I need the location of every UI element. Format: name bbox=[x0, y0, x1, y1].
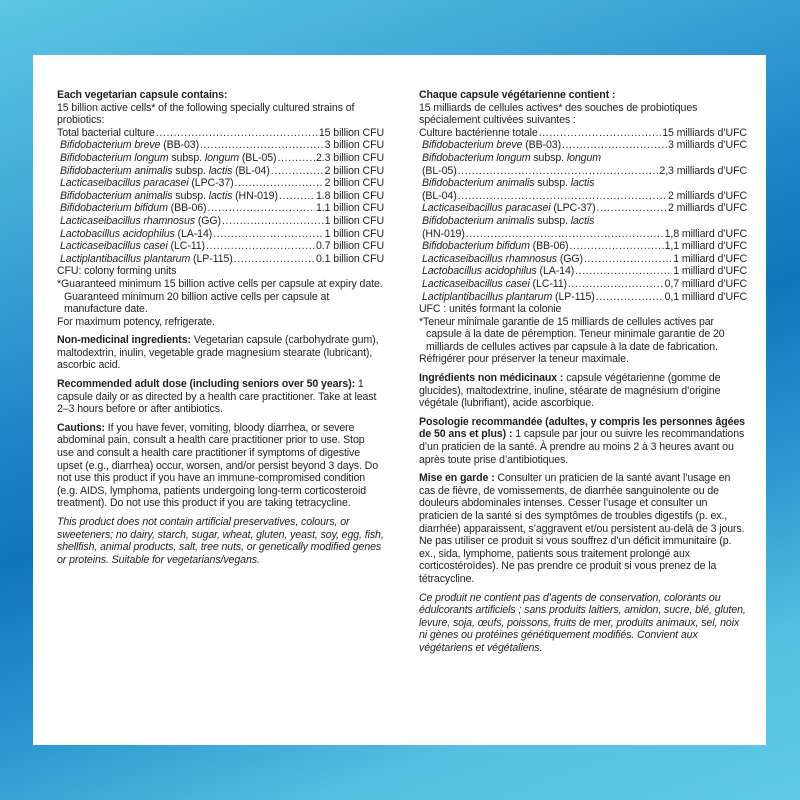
strain-cfu: 1,8 milliard d’UFC bbox=[664, 227, 747, 240]
dot-leader bbox=[234, 253, 315, 266]
cfu-note: CFU: colony forming units bbox=[57, 265, 177, 278]
dose-text: 1 capsule daily or as directed by a health care practitioner. Take at least 2–3 hours before or after antibiotics. bbox=[57, 378, 377, 416]
non-medicinal-ingredients bbox=[419, 372, 747, 410]
strain-cfu: 0,1 milliard d’UFC bbox=[664, 290, 747, 303]
strain-cfu: 1.8 billion CFU bbox=[316, 189, 384, 202]
strain-name bbox=[422, 152, 601, 164]
strain-cfu: 2.3 billion CFU bbox=[316, 151, 384, 164]
total-culture-label: Culture bactérienne totale bbox=[419, 126, 538, 139]
strain-name bbox=[422, 278, 567, 291]
total-culture-label: Total bacterial culture bbox=[57, 126, 155, 139]
strain-subspecies: lactis bbox=[570, 177, 595, 190]
strain-genus: Bifidobacterium longum bbox=[60, 151, 169, 164]
total-culture-row bbox=[419, 127, 747, 140]
dot-leader bbox=[596, 291, 664, 304]
strain-code: (BB-03) bbox=[160, 139, 200, 152]
dot-leader bbox=[458, 165, 659, 178]
strain-genus: Bifidobacterium bifidum bbox=[60, 202, 168, 215]
strain-cfu: 1 billion CFU bbox=[324, 227, 384, 240]
strain-row bbox=[419, 291, 747, 304]
contents-intro: 15 milliards de cellules actives* des souches de probiotiques spécialement cultivées suivantes : bbox=[419, 101, 698, 127]
dot-leader bbox=[575, 265, 672, 278]
strain-cfu: 1 milliard d’UFC bbox=[673, 265, 747, 278]
subsp-prefix: subsp. bbox=[534, 214, 571, 227]
strain-genus: Lacticaseibacillus casei bbox=[422, 277, 530, 290]
recommended-dose bbox=[57, 378, 384, 416]
dot-leader bbox=[206, 240, 315, 253]
strain-name bbox=[60, 215, 221, 228]
dose-text: 1 capsule par jour ou suivre les recommandations d’un praticien de la santé. À prendre au moins 2 à 3 heures avant ou après toute prise d’antibiotiques. bbox=[419, 428, 745, 466]
strain-row bbox=[419, 139, 747, 152]
strain-genus: Lactobacillus acidophilus bbox=[60, 227, 175, 240]
strain-subspecies: longum bbox=[204, 151, 239, 164]
strain-genus: Bifidobacterium longum bbox=[422, 151, 531, 164]
dot-leader bbox=[200, 139, 324, 152]
contents-section-en bbox=[57, 89, 384, 328]
dot-leader bbox=[277, 152, 315, 165]
strain-row bbox=[57, 253, 384, 266]
strain-name-line bbox=[419, 215, 747, 228]
strain-cfu: 2 billion CFU bbox=[324, 177, 384, 190]
strain-code: (LA-14) bbox=[536, 265, 575, 278]
strain-genus: Lacticaseibacillus rhamnosus bbox=[60, 214, 195, 227]
strain-cfu: 3 billion CFU bbox=[324, 139, 384, 152]
free-from-statement: This product does not contain artificial preservatives, colours, or sweeteners; no dairy, starch, sugar, wheat, gluten, yeast, soy, egg, fish, shellfish, animal products, salt, tree nuts, or genetically modified genes or proteins. Suitable for vegetarians/vegans. bbox=[57, 516, 384, 566]
strain-code: (BL-04) bbox=[232, 164, 270, 177]
strain-subspecies: lactis bbox=[208, 189, 233, 202]
contents-section-fr bbox=[419, 89, 747, 366]
strain-name bbox=[60, 152, 276, 165]
dot-leader bbox=[562, 139, 667, 152]
dose-label: Recommended adult dose (including seniors over 50 years): bbox=[57, 378, 356, 391]
strain-genus: Lacticaseibacillus paracasei bbox=[60, 177, 189, 190]
strain-code: (LC-11) bbox=[167, 240, 205, 253]
dot-leader bbox=[569, 240, 663, 253]
dot-leader bbox=[568, 278, 664, 291]
total-culture-value: 15 milliards d’UFC bbox=[662, 126, 747, 139]
non-medicinal-label: Ingrédients non médicinaux : bbox=[419, 372, 564, 385]
strain-row bbox=[57, 190, 384, 203]
strain-code: (LP-115) bbox=[190, 252, 233, 265]
strain-row bbox=[419, 228, 747, 241]
subsp-prefix: subsp. bbox=[530, 151, 567, 164]
strain-cfu: 2 billion CFU bbox=[324, 164, 384, 177]
dot-leader bbox=[271, 165, 324, 178]
guarantee-note: *Guaranteed minimum 15 billion active cells per capsule at expiry date. Guaranteed minimum 20 billion active cells per capsule at manufacture date. bbox=[57, 277, 383, 316]
recommended-dose bbox=[419, 416, 747, 466]
strain-subspecies: longum bbox=[566, 151, 601, 164]
strain-cfu: 1 billion CFU bbox=[324, 214, 384, 227]
strain-row bbox=[419, 190, 747, 203]
non-medicinal-label: Non-medicinal ingredients: bbox=[57, 334, 191, 347]
strain-code: (GG) bbox=[195, 214, 221, 227]
strain-code: (LA-14) bbox=[174, 227, 213, 240]
contents-heading: Chaque capsule végétarienne contient : bbox=[419, 89, 616, 101]
dose-label: Posologie recommandée (adultes, y compris les personnes âgées de 50 ans et plus) : bbox=[419, 415, 745, 441]
strain-code: (BB-03) bbox=[522, 139, 562, 152]
strain-name-line bbox=[419, 177, 747, 190]
subsp-prefix: subsp. bbox=[534, 177, 571, 190]
strain-name bbox=[60, 228, 212, 241]
strain-name-line bbox=[419, 152, 747, 165]
strain-row bbox=[57, 240, 384, 253]
free-from-statement: Ce produit ne contient pas d’agents de conservation, colorants ou édulcorants artificiels ; sans produits laitiers, amidon, sucre, blé, gluten, levure, soja, œufs, poissons, fruits de mer, produits animaux, sel, noix ni gènes ou protéines génétiquement modifiés. Convient aux végétariens et végétaliens. bbox=[419, 591, 746, 654]
strain-row bbox=[57, 152, 384, 165]
strain-name bbox=[60, 165, 270, 178]
strain-name bbox=[422, 215, 594, 227]
strain-cfu: 3 milliards d’UFC bbox=[668, 139, 747, 152]
strain-code: (BL-05) bbox=[238, 151, 277, 164]
strain-code: (HN-019) bbox=[232, 189, 278, 202]
dot-leader bbox=[597, 202, 668, 215]
cautions-text: Consulter un praticien de la santé avant l’usage en cas de fièvre, de vomissements, de diarrhée sanguinolente ou de douleurs abdominales intenses. Cesser l’usage et consulter un praticien de la santé si des symptômes de troubles digestifs (p. ex., diarrhée) apparaissent, s’aggravent et/ou persistent au-delà de 3 jours. Ne pas utiliser ce produit si vous souffrez d’un déficit immunitaire (p. ex., sida, lymphome, patients sous traitement prolongé aux corticostéroïdes). Ne pas prendre ce produit si vous prenez de la tétracycline. bbox=[419, 472, 745, 585]
strain-code: (LPC-37) bbox=[550, 202, 596, 215]
strain-cfu: 2,3 milliards d’UFC bbox=[659, 164, 747, 177]
strain-row bbox=[57, 202, 384, 215]
strain-genus: Lacticaseibacillus casei bbox=[60, 240, 168, 253]
strain-genus: Bifidobacterium breve bbox=[60, 139, 161, 152]
strain-code: (GG) bbox=[557, 252, 583, 265]
contents-heading: Each vegetarian capsule contains: bbox=[57, 89, 228, 101]
strain-row bbox=[419, 240, 747, 253]
strain-code: (LC-11) bbox=[529, 277, 567, 290]
strain-genus: Lacticaseibacillus paracasei bbox=[422, 202, 551, 215]
strain-code: (BL-04) bbox=[422, 189, 457, 202]
total-culture-value: 15 billion CFU bbox=[318, 126, 384, 139]
strain-genus: Lactiplantibacillus plantarum bbox=[422, 290, 553, 303]
cautions-label: Mise en garde : bbox=[419, 472, 495, 485]
strain-code: (BB-06) bbox=[167, 202, 207, 215]
strain-name bbox=[422, 139, 561, 152]
cautions bbox=[419, 472, 747, 585]
strain-cfu: 0.1 billion CFU bbox=[316, 252, 384, 265]
strain-row bbox=[419, 202, 747, 215]
strain-subspecies: lactis bbox=[570, 214, 595, 227]
strain-row bbox=[419, 265, 747, 278]
strain-cfu: 0.7 billion CFU bbox=[316, 240, 384, 253]
strain-cfu: 1.1 billion CFU bbox=[316, 202, 384, 215]
strain-name bbox=[422, 253, 583, 266]
strain-genus: Lactobacillus acidophilus bbox=[422, 265, 537, 278]
non-medicinal-ingredients bbox=[57, 334, 384, 372]
strain-code: (BL-05) bbox=[422, 164, 457, 177]
dot-leader bbox=[458, 190, 667, 203]
english-column bbox=[57, 89, 384, 572]
strain-list bbox=[57, 139, 384, 265]
cautions-label: Cautions: bbox=[57, 421, 105, 434]
strain-genus: Bifidobacterium animalis bbox=[60, 189, 173, 202]
strain-name bbox=[60, 253, 233, 266]
subsp-prefix: subsp. bbox=[172, 164, 209, 177]
dot-leader bbox=[235, 177, 324, 190]
dot-leader bbox=[539, 127, 662, 140]
strain-code: (BB-06) bbox=[529, 240, 569, 253]
strain-genus: Bifidobacterium breve bbox=[422, 139, 523, 152]
strain-name bbox=[60, 190, 278, 203]
dot-leader bbox=[466, 228, 664, 241]
dot-leader bbox=[279, 190, 315, 203]
strain-genus: Lactiplantibacillus plantarum bbox=[60, 252, 191, 265]
storage-note: Réfrigérer pour préserver la teneur maximale. bbox=[419, 353, 629, 366]
strain-name bbox=[422, 240, 568, 253]
cautions-text: If you have fever, vomiting, bloody diarrhea, or severe abdominal pain, consult a health care practitioner prior to use. Stop use and consult a health care practitioner if symptoms of digestive upset (e.g., diarrhea) occur, worsen, and/or persist beyond 3 days. Do not use this product if you have an immune-compromised condition (e.g. AIDS, lymphoma, patients undergoing long-term corticosteroid treatment). Do not use this product if you are taking tetracycline. bbox=[57, 421, 378, 510]
dot-leader bbox=[156, 127, 318, 140]
strain-genus: Lacticaseibacillus rhamnosus bbox=[422, 252, 557, 265]
strain-list bbox=[419, 139, 747, 303]
strain-code: (HN-019) bbox=[422, 227, 465, 240]
strain-subspecies: lactis bbox=[208, 164, 233, 177]
strain-row bbox=[419, 278, 747, 291]
strain-cfu: 2 milliards d’UFC bbox=[668, 202, 747, 215]
strain-name bbox=[60, 240, 205, 253]
strain-name bbox=[422, 202, 596, 215]
strain-name bbox=[60, 202, 206, 215]
strain-genus: Bifidobacterium animalis bbox=[422, 177, 535, 190]
strain-name bbox=[60, 139, 199, 152]
dot-leader bbox=[207, 202, 315, 215]
strain-row bbox=[419, 253, 747, 266]
subsp-prefix: subsp. bbox=[168, 151, 205, 164]
french-column bbox=[419, 89, 747, 661]
cfu-note: UFC : unités formant la colonie bbox=[419, 303, 562, 316]
total-culture-row bbox=[57, 127, 384, 140]
strain-row bbox=[57, 177, 384, 190]
guarantee-note: *Teneur minimale garantie de 15 milliards de cellules actives par capsule à la date de péremption. Teneur minimale garantie de 20 milliards de cellules actives par capsule à la date de fabrication. bbox=[419, 315, 725, 353]
cautions bbox=[57, 422, 384, 510]
label-panel bbox=[33, 55, 766, 745]
storage-note: For maximum potency, refrigerate. bbox=[57, 315, 215, 328]
strain-cfu: 1 milliard d’UFC bbox=[673, 252, 747, 265]
strain-cfu: 2 milliards d’UFC bbox=[668, 189, 747, 202]
strain-name bbox=[422, 177, 594, 189]
dot-leader bbox=[222, 215, 324, 228]
strain-genus: Bifidobacterium animalis bbox=[422, 214, 535, 227]
strain-row bbox=[57, 215, 384, 228]
strain-row bbox=[57, 228, 384, 241]
strain-row bbox=[419, 165, 747, 178]
strain-row bbox=[57, 165, 384, 178]
strain-name bbox=[422, 265, 574, 278]
strain-name bbox=[60, 177, 234, 190]
subsp-prefix: subsp. bbox=[172, 189, 209, 202]
non-medicinal-text: capsule végétarienne (gomme de glucides), maltodextrine, inuline, stéarate de magnésium d’origine végétale (lubrifiant), acide ascorbique. bbox=[419, 372, 721, 410]
strain-name bbox=[422, 291, 595, 304]
strain-code: (LP-115) bbox=[552, 290, 595, 303]
contents-intro: 15 billion active cells* of the following specially cultured strains of probiotics: bbox=[57, 101, 355, 127]
strain-genus: Bifidobacterium animalis bbox=[60, 164, 173, 177]
strain-row bbox=[57, 139, 384, 152]
dot-leader bbox=[584, 253, 672, 266]
strain-code: (LPC-37) bbox=[188, 177, 234, 190]
strain-cfu: 1,1 milliard d’UFC bbox=[664, 240, 747, 253]
strain-cfu: 0,7 milliard d’UFC bbox=[664, 277, 747, 290]
dot-leader bbox=[213, 228, 323, 241]
non-medicinal-text: Vegetarian capsule (carbohydrate gum), maltodextrin, inulin, vegetable grade magnesium stearate (lubricant), ascorbic acid. bbox=[57, 334, 379, 372]
strain-genus: Bifidobacterium bifidum bbox=[422, 240, 530, 253]
